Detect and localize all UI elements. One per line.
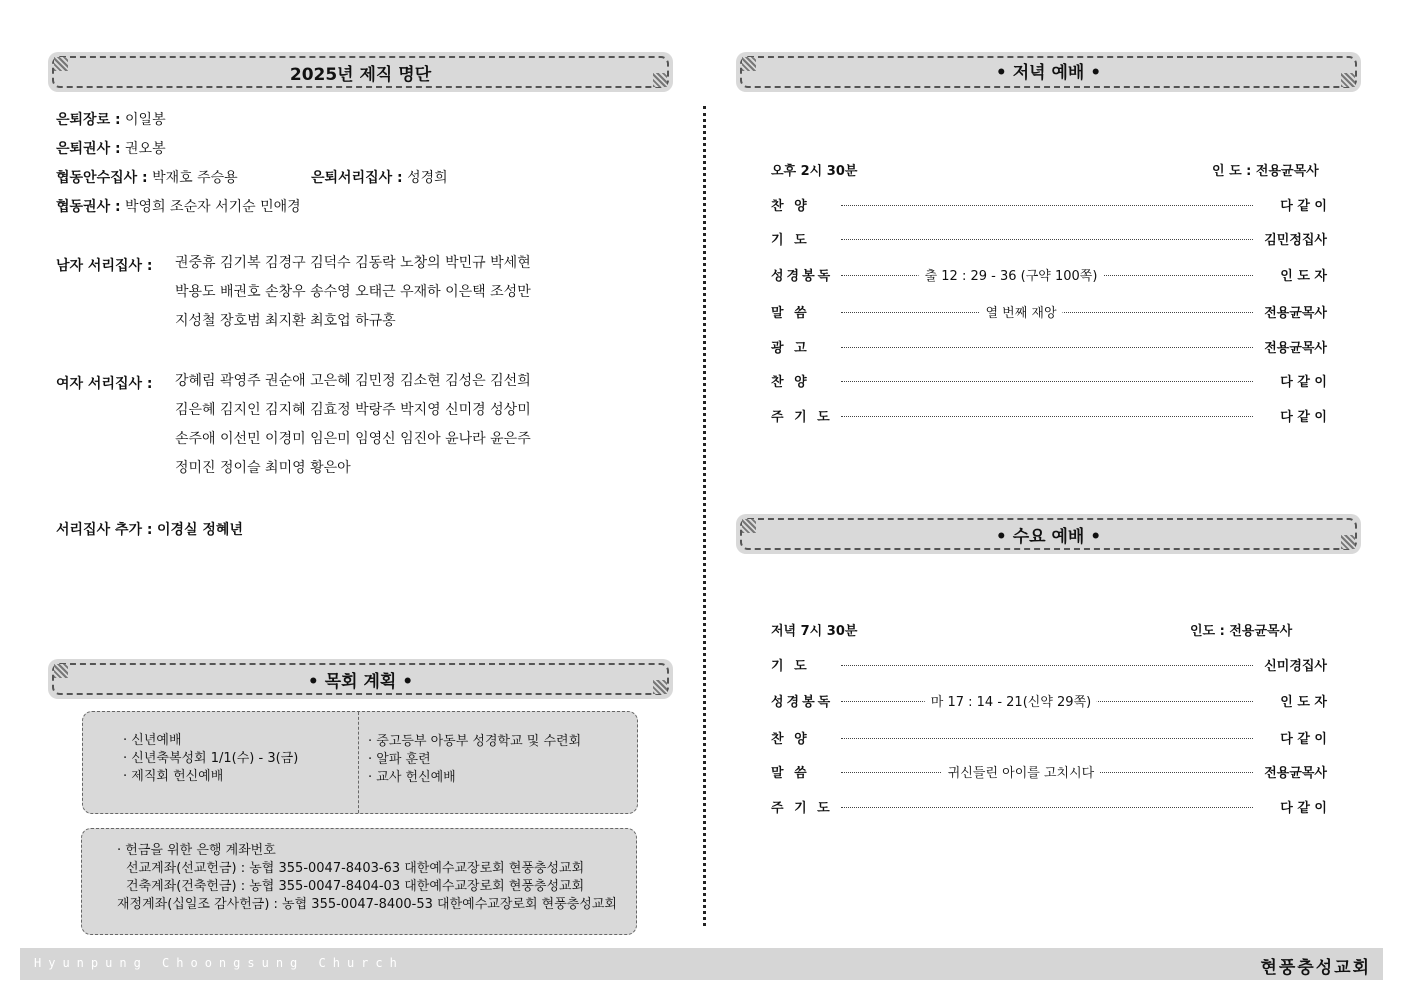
female-deacons-list: 강혜림 곽영주 권순애 고은혜 김민정 김소현 김성은 김선희 김은혜 김지인 김지혜 김효정 박랑주 박지영 신미경 성상미 손주애 이선민 이경미 임은미 임영신 임진아 윤나라 윤은주 정미진 정이슬 최미영 황은아 bbox=[175, 373, 531, 476]
footer-english-name: Hyunpung Choongsung Church bbox=[34, 956, 404, 970]
wednesday-row-lords-prayer: 주 기 도 다 같 이 bbox=[771, 801, 1327, 816]
plan-right-list: · 중고등부 아동부 성경학교 및 수련회 · 알파 훈련 · 교사 헌신예배 bbox=[368, 734, 582, 785]
plan-title: • 목회 계획 • bbox=[307, 671, 414, 692]
retired-acting-line: 은퇴서리집사 : 성경희 bbox=[311, 170, 448, 186]
retired-deacon-line: 은퇴권사 : 권오봉 bbox=[56, 141, 166, 157]
staff-banner bbox=[48, 52, 673, 92]
staff-title: 2025년 제직 명단 bbox=[289, 64, 432, 85]
evening-row-announce: 광 고 전용균목사 bbox=[771, 341, 1327, 356]
evening-banner bbox=[736, 52, 1361, 92]
bank-title: · 헌금을 위한 은행 계좌번호 bbox=[117, 843, 276, 858]
bank-box bbox=[81, 828, 637, 935]
wednesday-leader: 인도 : 전용균목사 bbox=[1190, 624, 1293, 639]
evening-leader: 인 도 : 전용균목사 bbox=[1212, 164, 1319, 179]
bank-account-line: 선교계좌(선교헌금) : 농협 355-0047-8403-63 대한예수교장로회 현풍충성교회 bbox=[126, 861, 585, 876]
evening-time: 오후 2시 30분 bbox=[771, 164, 858, 179]
evening-row-lords-prayer: 주 기 도 다 같 이 bbox=[771, 410, 1327, 425]
male-deacons-label: 남자 서리집사 : bbox=[56, 258, 153, 274]
column-divider bbox=[703, 106, 706, 926]
wednesday-title: • 수요 예배 • bbox=[995, 526, 1102, 547]
added-deacons-line: 서리집사 추가 : 이경실 정혜년 bbox=[56, 522, 243, 538]
wednesday-row-sermon: 말 씀 귀신들린 아이를 고치시다 전용균목사 bbox=[771, 762, 1327, 782]
wednesday-row-reading: 성경봉독 마 17 : 14 - 21(신약 29쪽) 인 도 자 bbox=[771, 691, 1327, 711]
female-deacons-label: 여자 서리집사 : bbox=[56, 376, 153, 392]
bank-account-line: 건축계좌(건축헌금) : 농협 355-0047-8404-03 대한예수교장로회 현풍충성교회 bbox=[126, 879, 585, 894]
bank-account-line: 재정계좌(십일조 감사헌금) : 농협 355-0047-8400-53 대한예수교장로회 현풍충성교회 bbox=[117, 897, 617, 912]
assoc-ordained-line: 협동안수집사 : 박재호 주승용 bbox=[56, 170, 238, 186]
footer-korean-name: 현풍충성교회 bbox=[1260, 958, 1371, 978]
male-deacons-list: 권중휴 김기복 김경구 김덕수 김동락 노창의 박민규 박세현 박용도 배권호 손창우 송수영 오태근 우재하 이은택 조성만 지성철 장호범 최지환 최호업 하규홍 bbox=[175, 255, 531, 329]
assoc-deacon-line: 협동권사 : 박영희 조순자 서기순 민애경 bbox=[56, 199, 301, 215]
evening-title: • 저녁 예배 • bbox=[995, 62, 1102, 83]
evening-row-praise: 찬 양 다 같 이 bbox=[771, 199, 1327, 214]
evening-row-praise-2: 찬 양 다 같 이 bbox=[771, 375, 1327, 390]
plan-banner bbox=[48, 659, 673, 699]
wednesday-row-praise: 찬 양 다 같 이 bbox=[771, 732, 1327, 747]
plan-box bbox=[82, 711, 638, 814]
wednesday-banner bbox=[736, 514, 1361, 554]
wednesday-row-prayer: 기 도 신미경집사 bbox=[771, 659, 1327, 674]
wednesday-time: 저녁 7시 30분 bbox=[771, 624, 858, 639]
evening-row-reading: 성경봉독 출 12 : 29 - 36 (구약 100쪽) 인 도 자 bbox=[771, 265, 1327, 285]
plan-left-list: · 신년예배 · 신년축복성회 1/1(수) - 3(금) · 제직회 헌신예배 bbox=[123, 733, 299, 784]
retired-elder-line: 은퇴장로 : 이일봉 bbox=[56, 112, 166, 128]
evening-row-sermon: 말 씀 열 번째 재앙 전용균목사 bbox=[771, 302, 1327, 322]
footer-bar bbox=[20, 948, 1383, 980]
evening-row-prayer: 기 도 김민정집사 bbox=[771, 233, 1327, 248]
